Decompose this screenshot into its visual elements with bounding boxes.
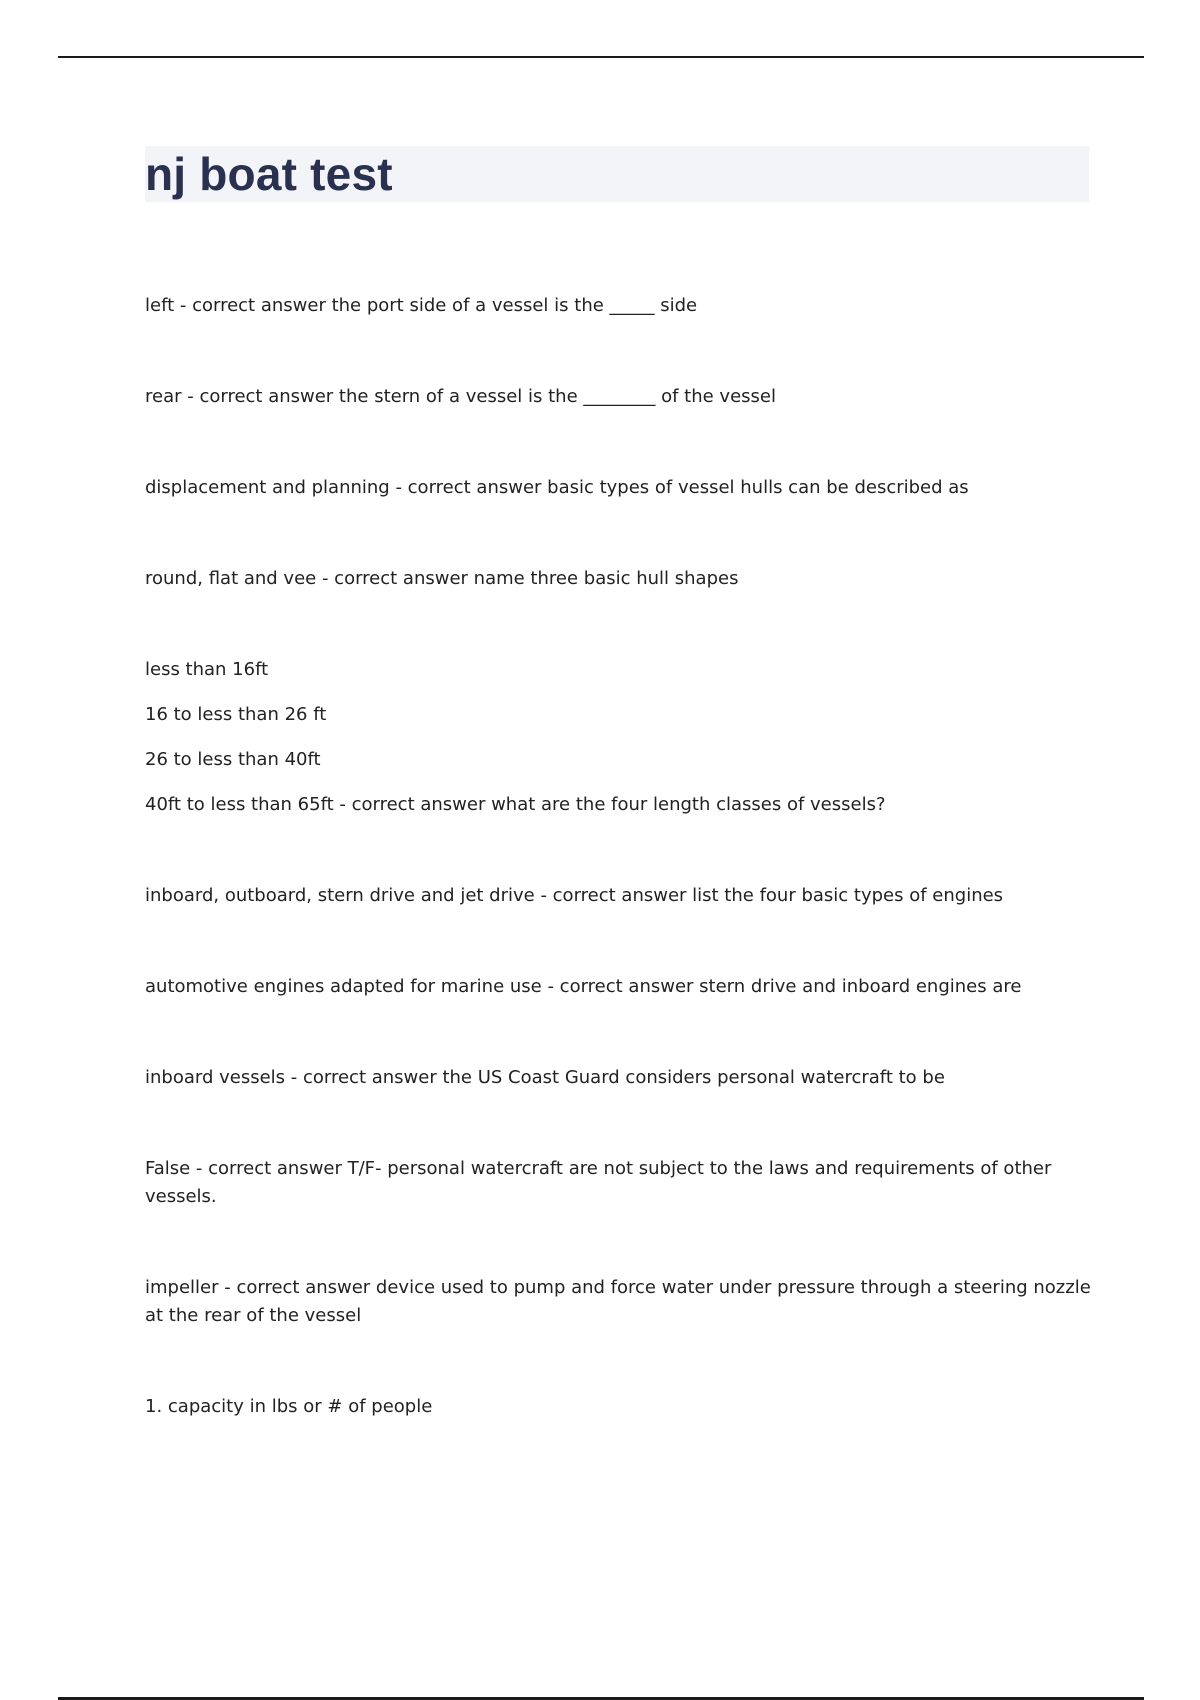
qa-entry-length-class-3: 26 to less than 40ft xyxy=(145,749,321,770)
qa-entry-true-false: False - correct answer T/F- personal watercraft are not subject to the laws and requirements of other vessels. xyxy=(145,1158,1052,1207)
qa-entry-length-class-1: less than 16ft xyxy=(145,659,269,680)
qa-entry-stern: rear - correct answer the stern of a vessel is the ________ of the vessel xyxy=(145,386,776,407)
top-rule xyxy=(58,56,1144,58)
qa-entry-automotive-engines: automotive engines adapted for marine use - correct answer stern drive and inboard engines are xyxy=(145,976,1022,997)
qa-entry-length-class-2: 16 to less than 26 ft xyxy=(145,704,327,725)
qa-entry-length-classes: 40ft to less than 65ft - correct answer what are the four length classes of vessels? xyxy=(145,794,886,815)
qa-entry-capacity: 1. capacity in lbs or # of people xyxy=(145,1396,433,1417)
qa-entry-impeller: impeller - correct answer device used to pump and force water under pressure through a steering nozzle at the rear of the vessel xyxy=(145,1277,1091,1326)
qa-entry-hull-shapes: round, flat and vee - correct answer name three basic hull shapes xyxy=(145,568,739,589)
qa-entry-personal-watercraft: inboard vessels - correct answer the US Coast Guard considers personal watercraft to be xyxy=(145,1067,945,1088)
document-body xyxy=(145,292,1095,1421)
document-title: nj boat test xyxy=(145,148,393,200)
qa-entry-hull-types: displacement and planning - correct answer basic types of vessel hulls can be described as xyxy=(145,477,969,498)
qa-entry-engine-types: inboard, outboard, stern drive and jet drive - correct answer list the four basic types of engines xyxy=(145,885,1004,906)
qa-entry-port-side: left - correct answer the port side of a vessel is the _____ side xyxy=(145,295,698,316)
